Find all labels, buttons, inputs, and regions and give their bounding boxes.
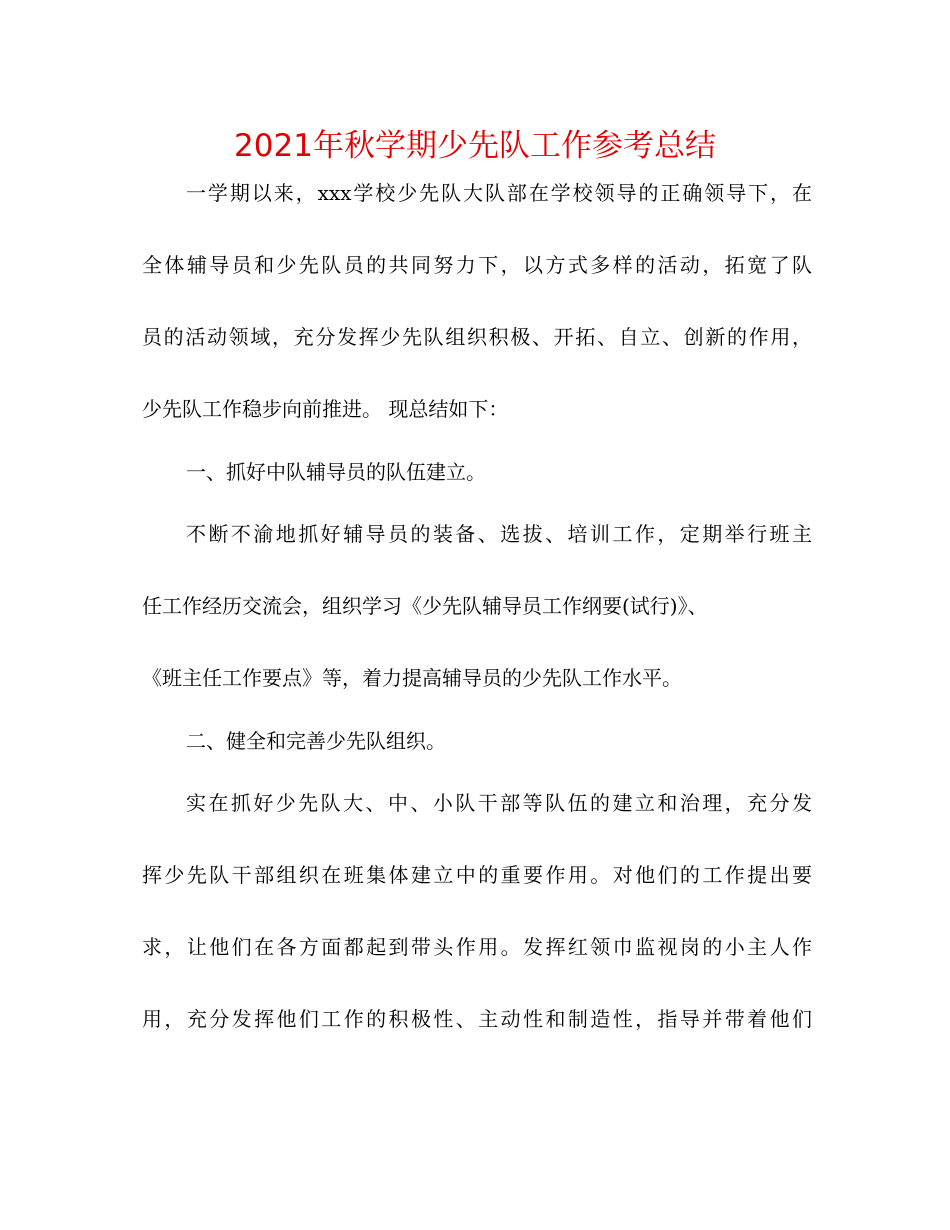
paragraph-line: 挥少先队干部组织在班集体建立中的重要作用。对他们的工作提出要 bbox=[142, 863, 812, 887]
paragraph-line: 用，充分发挥他们工作的积极性、主动性和制造性，指导并带着他们 bbox=[142, 1007, 812, 1031]
section-heading: 二、健全和完善少先队组织。 bbox=[186, 729, 446, 753]
paragraph-line: 《班主任工作要点》等，着力提高辅导员的少先队工作水平。 bbox=[142, 666, 682, 690]
paragraph-line: 少先队工作稳步向前推进。 现总结如下： bbox=[142, 397, 509, 421]
section-heading: 一、抓好中队辅导员的队伍建立。 bbox=[186, 460, 486, 484]
paragraph-line: 员的活动领域，充分发挥少先队组织积极、开拓、自立、创新的作用， bbox=[142, 325, 812, 349]
paragraph-line: 全体辅导员和少先队员的共同努力下，以方式多样的活动，拓宽了队 bbox=[142, 253, 812, 277]
document-title: 2021年秋学期少先队工作参考总结 bbox=[234, 128, 716, 164]
paragraph-line: 不断不渝地抓好辅导员的装备、选拔、培训工作，定期举行班主 bbox=[186, 522, 812, 546]
paragraph-line: 实在抓好少先队大、中、小队干部等队伍的建立和治理，充分发 bbox=[186, 791, 812, 815]
paragraph-line: 一学期以来，xxx学校少先队大队部在学校领导的正确领导下，在 bbox=[186, 181, 812, 205]
paragraph-line: 求，让他们在各方面都起到带头作用。发挥红领巾监视岗的小主人作 bbox=[142, 935, 812, 959]
paragraph-line: 任工作经历交流会，组织学习《少先队辅导员工作纲要(试行)》、 bbox=[142, 594, 708, 618]
